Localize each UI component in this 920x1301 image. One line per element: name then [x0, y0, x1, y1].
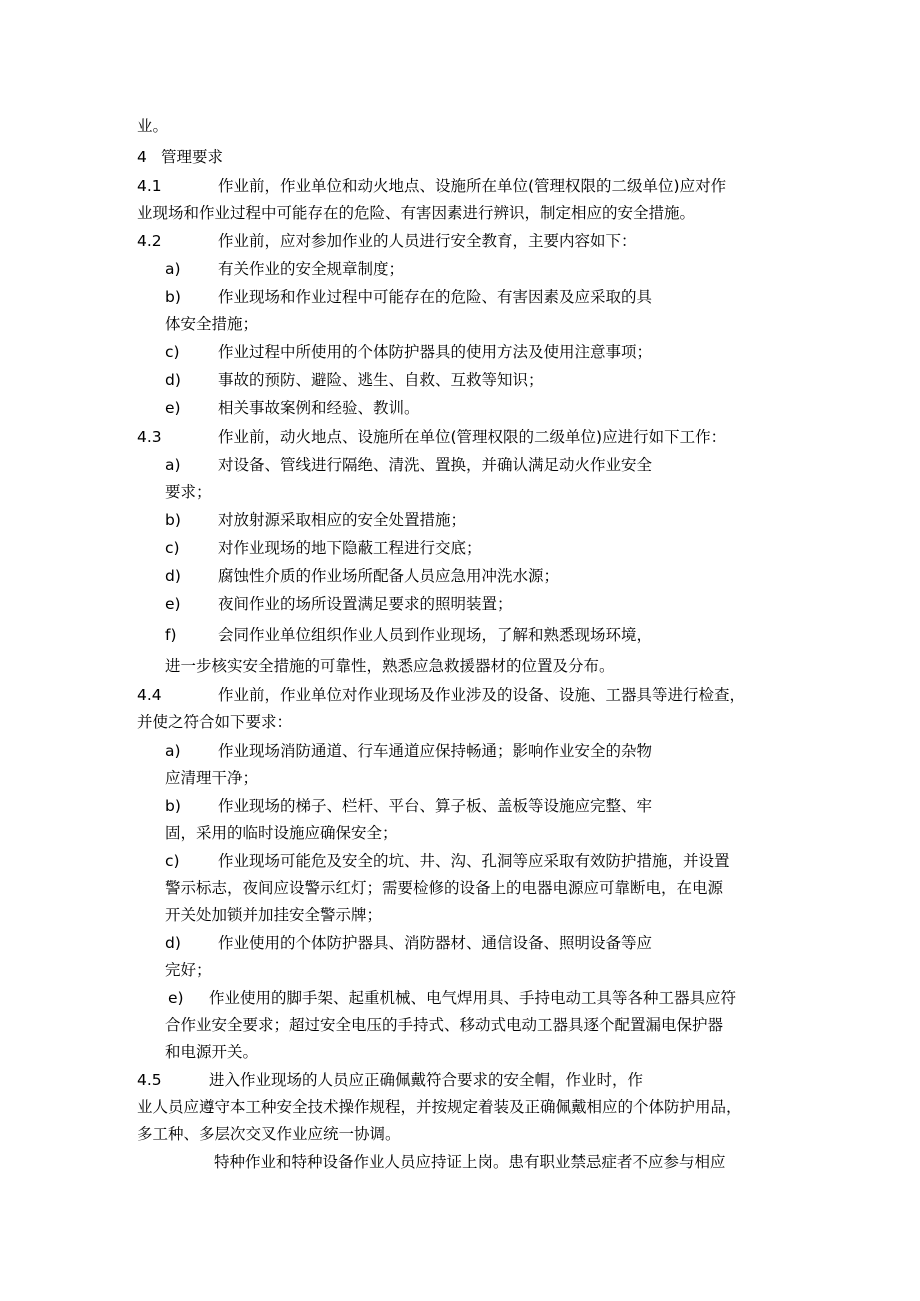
list-label: b) — [165, 511, 181, 529]
list-item-continuation: 要求； — [165, 483, 212, 501]
paragraph-line: 业人员应遵守本工种安全技术操作规程，并按规定着装及正确佩戴相应的个体防护用品， — [137, 1098, 742, 1116]
list-label: c) — [165, 343, 180, 361]
list-item-continuation: 体安全措施； — [165, 315, 259, 333]
paragraph-line: 多工种、多层次交叉作业应统一协调。 — [137, 1125, 401, 1143]
list-item-continuation: 开关处加锁并加挂安全警示牌； — [165, 906, 383, 924]
list-item: 相关事故案例和经验、教训。 — [218, 399, 420, 417]
list-item: 作业现场消防通道、行车通道应保持畅通；影响作业安全的杂物 — [218, 742, 653, 760]
paragraph-line: 作业前，应对参加作业的人员进行安全教育，主要内容如下： — [218, 232, 637, 250]
section-title: 管理要求 — [161, 148, 224, 166]
list-item: 作业过程中所使用的个体防护器具的使用方法及使用注意事项； — [218, 343, 653, 361]
paragraph-line: 并使之符合如下要求： — [137, 713, 293, 731]
list-label: a) — [165, 742, 181, 760]
section-number: 4 — [137, 148, 147, 166]
paragraph-line: 特种作业和特种设备作业人员应持证上岗。患有职业禁忌症者不应参与相应 — [214, 1153, 726, 1171]
list-label: a) — [165, 260, 181, 278]
paragraph-line: 作业前，作业单位和动火地点、设施所在单位(管理权限的二级单位)应对作 — [218, 177, 727, 195]
text-line: 业。 — [137, 117, 169, 135]
list-item-continuation: 进一步核实安全措施的可靠性，熟悉应急救援器材的位置及分布。 — [165, 657, 615, 675]
list-item-continuation: 完好； — [165, 961, 212, 979]
section-number: 4.4 — [137, 686, 162, 704]
paragraph-line: 作业前，作业单位对作业现场及作业涉及的设备、设施、工器具等进行检查， — [218, 686, 746, 704]
list-item: 作业使用的脚手架、起重机械、电气焊用具、手持电动工具等各种工器具应符 — [209, 989, 737, 1007]
list-item: 作业现场和作业过程中可能存在的危险、有害因素及应采取的具 — [218, 288, 653, 306]
list-item-continuation: 固，采用的临时设施应确保安全； — [165, 824, 398, 842]
list-label: f) — [165, 626, 177, 644]
list-item-continuation: 警示标志，夜间应设警示红灯；需要检修的设备上的电器电源应可靠断电，在电源 — [165, 879, 724, 897]
list-item: 夜间作业的场所设置满足要求的照明装置； — [218, 595, 513, 613]
list-item: 有关作业的安全规章制度； — [218, 260, 405, 278]
list-item: 腐蚀性介质的作业场所配备人员应急用冲洗水源； — [218, 567, 560, 585]
section-number: 4.1 — [137, 177, 162, 195]
list-item-continuation: 合作业安全要求；超过安全电压的手持式、移动式电动工器具逐个配置漏电保护器 — [165, 1016, 724, 1034]
section-number: 4.3 — [137, 428, 162, 446]
list-label: d) — [165, 934, 181, 952]
paragraph-line: 业现场和作业过程中可能存在的危险、有害因素进行辨识，制定相应的安全措施。 — [137, 204, 696, 222]
paragraph-line: 进入作业现场的人员应正确佩戴符合要求的安全帽，作业时，作 — [209, 1071, 644, 1089]
paragraph-line: 作业前，动火地点、设施所在单位(管理权限的二级单位)应进行如下工作： — [218, 428, 727, 446]
list-item: 对设备、管线进行隔绝、清洗、置换，并确认满足动火作业安全 — [218, 456, 653, 474]
list-item: 作业使用的个体防护器具、消防器材、通信设备、照明设备等应 — [218, 934, 653, 952]
section-number: 4.5 — [137, 1071, 162, 1089]
list-item: 作业现场可能危及安全的坑、井、沟、孔洞等应采取有效防护措施，并设置 — [218, 852, 730, 870]
list-item: 作业现场的梯子、栏杆、平台、算子板、盖板等设施应完整、牢 — [218, 797, 653, 815]
list-item: 对放射源采取相应的安全处置措施； — [218, 511, 467, 529]
list-label: d) — [165, 371, 181, 389]
list-label: e) — [168, 989, 184, 1007]
list-label: b) — [165, 288, 181, 306]
list-label: a) — [165, 456, 181, 474]
list-label: b) — [165, 797, 181, 815]
list-label: d) — [165, 567, 181, 585]
section-number: 4.2 — [137, 232, 162, 250]
list-item: 事故的预防、避险、逃生、自救、互救等知识； — [218, 371, 544, 389]
list-item: 会同作业单位组织作业人员到作业现场，了解和熟悉现场环境， — [218, 626, 653, 644]
list-label: e) — [165, 595, 181, 613]
list-item-continuation: 应清理干净； — [165, 769, 259, 787]
list-label: e) — [165, 399, 181, 417]
list-item: 对作业现场的地下隐蔽工程进行交底； — [218, 539, 482, 557]
list-label: c) — [165, 539, 180, 557]
list-label: c) — [165, 852, 180, 870]
list-item-continuation: 和电源开关。 — [165, 1043, 259, 1061]
